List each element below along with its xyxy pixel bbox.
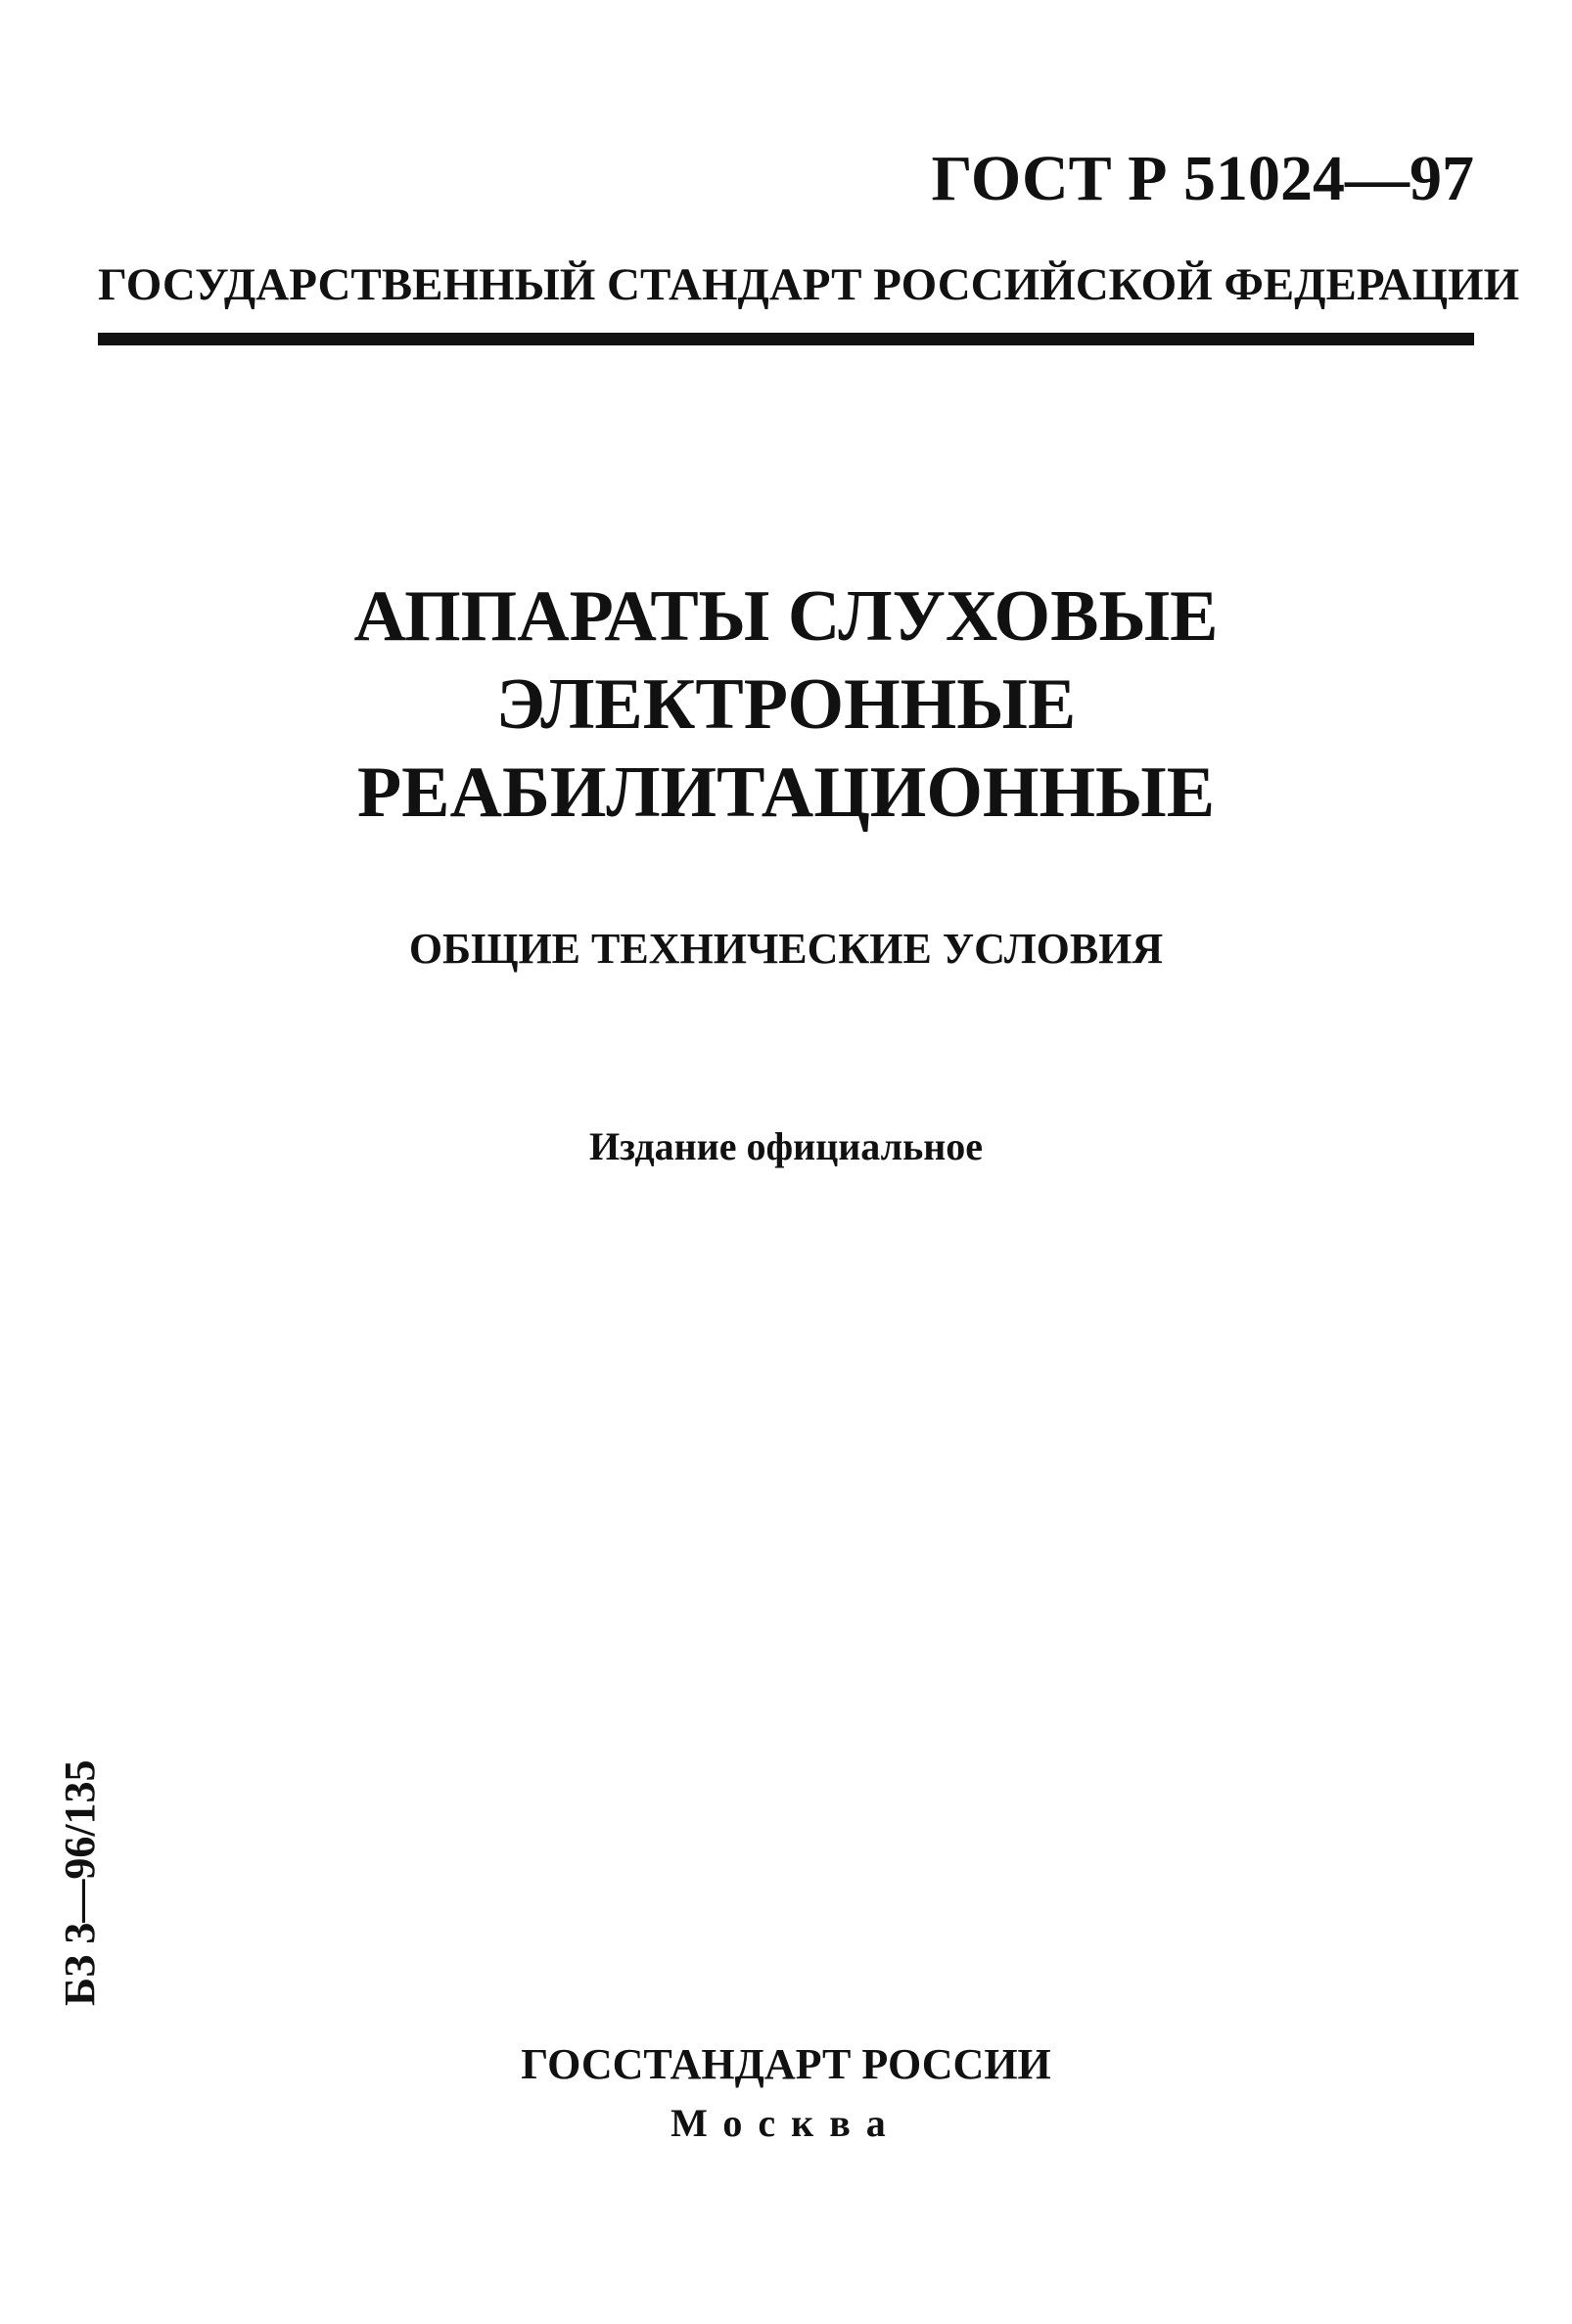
- gost-number: ГОСТ Р 51024—97: [931, 143, 1474, 214]
- publisher-city: Москва: [670, 2101, 902, 2145]
- header-rule: [98, 333, 1474, 345]
- state-standard-heading: ГОСУДАРСТВЕННЫЙ СТАНДАРТ РОССИЙСКОЙ ФЕДЕРАЦИИ: [98, 259, 1520, 310]
- title-line-2: ЭЛЕКТРОННЫЕ: [495, 664, 1077, 745]
- title-line-3: РЕАБИЛИТАЦИОННЫЕ: [356, 752, 1216, 833]
- document-subtitle: ОБЩИЕ ТЕХНИЧЕСКИЕ УСЛОВИЯ: [408, 925, 1164, 973]
- side-registration-code: БЗ 3—96/135: [56, 1759, 104, 2006]
- document-title: [0, 572, 1572, 837]
- edition-note: Издание официальное: [588, 1124, 984, 1168]
- title-line-1: АППАРАТЫ СЛУХОВЫЕ: [353, 576, 1219, 657]
- publisher: ГОССТАНДАРТ РОССИИ: [521, 2040, 1051, 2088]
